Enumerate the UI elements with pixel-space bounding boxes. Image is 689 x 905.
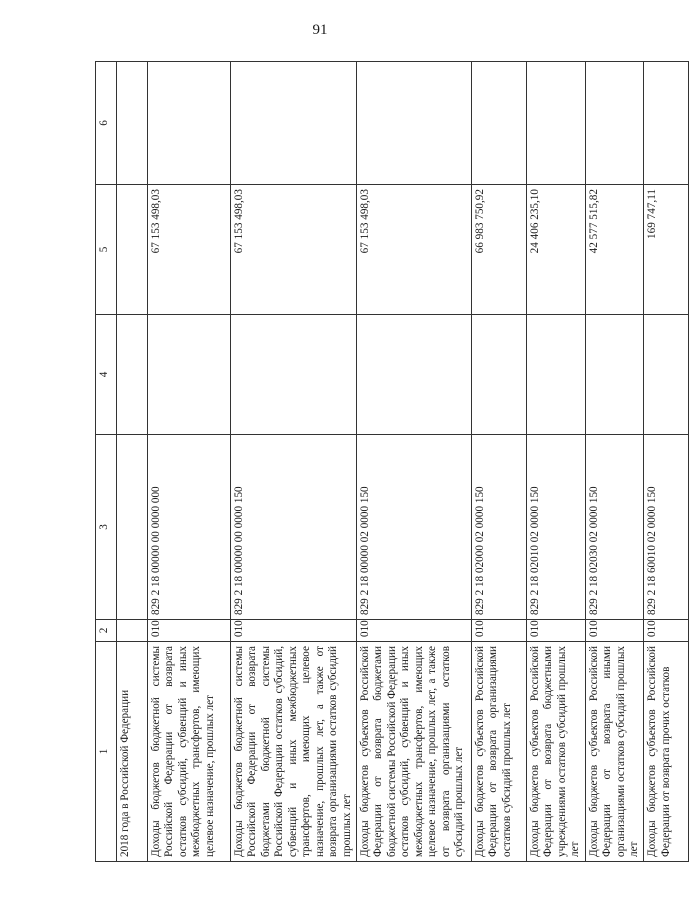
row-classification-code: 829 2 18 02010 02 0000 150: [526, 435, 585, 620]
row-description: 2018 года в Российской Федерации: [117, 642, 148, 862]
row-amount: 67 153 498,03: [356, 185, 471, 315]
row-classification-code: 829 2 18 00000 02 0000 150: [356, 435, 471, 620]
row-column-6: [585, 62, 644, 185]
row-column-6: [526, 62, 585, 185]
row-description: Доходы бюджетов бюджетной системы Российской Федерации от возврата остатков субсидий, субвенций и иных межбюджетных трансфертов, имеющих целевое назначение, прошлых лет: [148, 642, 231, 862]
column-header-1: 1: [96, 642, 117, 862]
row-amount: 42 577 515,82: [585, 185, 644, 315]
row-classification-code: 829 2 18 00000 00 0000 150: [231, 435, 357, 620]
table-row: [117, 62, 148, 862]
row-amount: 66 983 750,92: [471, 185, 526, 315]
column-header-4: 4: [96, 315, 117, 435]
table-row: [356, 62, 471, 862]
column-header-2: 2: [96, 620, 117, 642]
row-description: Доходы бюджетов субъектов Российской Федерации от возврата прочих остатков: [644, 642, 689, 862]
landscape-sheet: [95, 62, 672, 862]
table-row: [471, 62, 526, 862]
row-admin-code: 010: [526, 620, 585, 642]
row-description: Доходы бюджетов субъектов Российской Федерации от возврата организациями остатков субсидий прошлых лет: [471, 642, 526, 862]
row-classification-code: 829 2 18 02000 02 0000 150: [471, 435, 526, 620]
row-classification-code: [117, 435, 148, 620]
row-amount: 24 406 235,10: [526, 185, 585, 315]
row-description: Доходы бюджетов бюджетной системы Российской Федерации от возврата бюджетами бюджетной системы Российской Федерации остатков субсидий, субвенций и иных межбюджетных трансфертов, имеющих целевое назначение, прошлых лет, а также от возврата организациями остатков субсидий прошлых лет: [231, 642, 357, 862]
row-admin-code: 010: [585, 620, 644, 642]
row-column-4: [117, 315, 148, 435]
row-column-4: [471, 315, 526, 435]
column-header-3: 3: [96, 435, 117, 620]
table-row: [231, 62, 357, 862]
row-admin-code: 010: [148, 620, 231, 642]
row-admin-code: 010: [231, 620, 357, 642]
table-row: [148, 62, 231, 862]
table-row: [644, 62, 689, 862]
row-column-4: [644, 315, 689, 435]
row-column-6: [471, 62, 526, 185]
row-amount: 67 153 498,03: [148, 185, 231, 315]
column-header-6: 6: [96, 62, 117, 185]
page-number: 91: [312, 22, 328, 38]
table-row: [526, 62, 585, 862]
table-row: [585, 62, 644, 862]
row-column-6: [231, 62, 357, 185]
row-description: Доходы бюджетов субъектов Российской Федерации от возврата бюджетными учреждениями остатков субсидий прошлых лет: [526, 642, 585, 862]
row-description: Доходы бюджетов субъектов Российской Федерации от возврата иными организациями остатков субсидий прошлых лет: [585, 642, 644, 862]
row-column-4: [526, 315, 585, 435]
row-admin-code: 010: [356, 620, 471, 642]
row-column-6: [644, 62, 689, 185]
row-column-4: [231, 315, 357, 435]
row-classification-code: 829 2 18 00000 00 0000 000: [148, 435, 231, 620]
row-admin-code: 010: [471, 620, 526, 642]
row-amount: 67 153 498,03: [231, 185, 357, 315]
row-column-6: [117, 62, 148, 185]
row-column-6: [148, 62, 231, 185]
row-admin-code: [117, 620, 148, 642]
row-column-4: [148, 315, 231, 435]
row-admin-code: 010: [644, 620, 689, 642]
row-column-4: [585, 315, 644, 435]
rotated-page-container: [95, 62, 672, 862]
row-column-6: [356, 62, 471, 185]
row-classification-code: 829 2 18 60010 02 0000 150: [644, 435, 689, 620]
row-amount: [117, 185, 148, 315]
table-header-row: [96, 62, 117, 862]
column-header-5: 5: [96, 185, 117, 315]
row-column-4: [356, 315, 471, 435]
row-classification-code: 829 2 18 02030 02 0000 150: [585, 435, 644, 620]
row-amount: 169 747,11: [644, 185, 689, 315]
revenue-table: [95, 61, 689, 862]
row-description: Доходы бюджетов субъектов Российской Федерации от возврата бюджетами бюджетной системы Российской Федерации остатков субсидий, субвенций и иных межбюджетных трансфертов, имеющих целевое назначение, прошлых лет, а также от возврата организациями остатков субсидий прошлых лет: [356, 642, 471, 862]
